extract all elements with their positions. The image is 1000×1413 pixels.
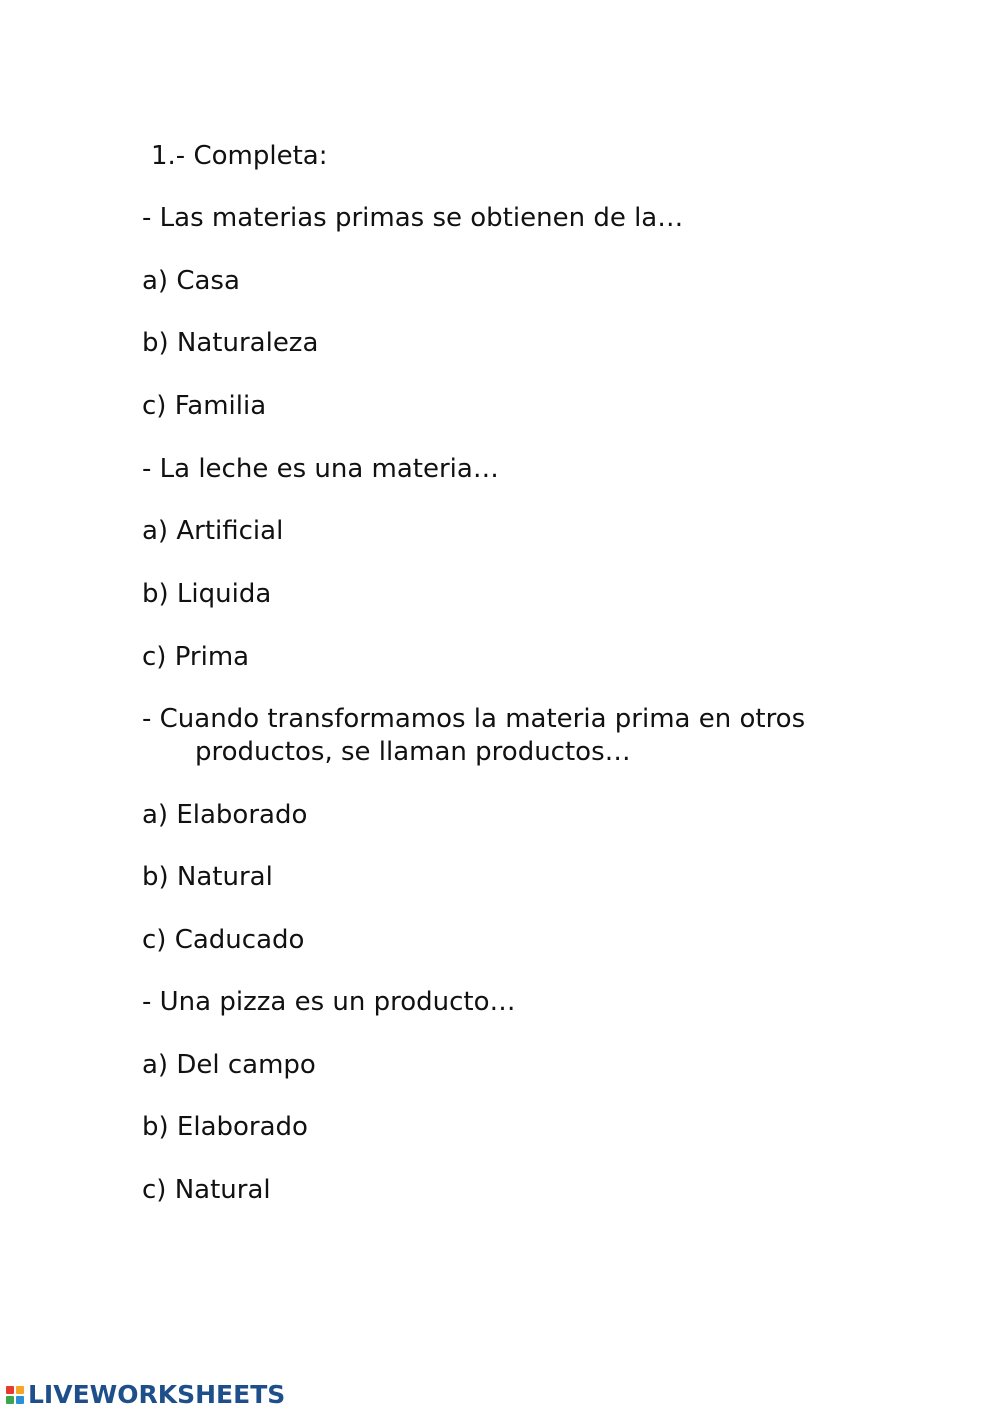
liveworksheets-logo xyxy=(6,1380,285,1410)
logo-blocks-icon xyxy=(6,1386,24,1404)
question-2-prompt: - La leche es una materia… xyxy=(142,454,499,484)
logo-block-blue xyxy=(16,1396,24,1404)
worksheet-title: 1.- Completa: xyxy=(151,141,328,171)
logo-text: LIVEWORKSHEETS xyxy=(28,1380,286,1409)
logo-block-green xyxy=(6,1396,14,1404)
question-1-option-b[interactable]: b) Naturaleza xyxy=(142,328,319,358)
question-2-option-a[interactable]: a) Artificial xyxy=(142,516,284,546)
question-1-option-a[interactable]: a) Casa xyxy=(142,266,240,296)
question-4-prompt: - Una pizza es un producto… xyxy=(142,987,516,1017)
question-4-option-b[interactable]: b) Elaborado xyxy=(142,1112,308,1142)
question-4-option-a[interactable]: a) Del campo xyxy=(142,1050,316,1080)
question-1-option-c[interactable]: c) Familia xyxy=(142,391,267,421)
question-2-option-b[interactable]: b) Liquida xyxy=(142,579,272,609)
question-3-prompt: - Cuando transformamos la materia prima en otros xyxy=(142,704,806,734)
question-3-option-a[interactable]: a) Elaborado xyxy=(142,800,308,830)
question-4-option-c[interactable]: c) Natural xyxy=(142,1175,271,1205)
question-3-prompt-continued: productos, se llaman productos… xyxy=(195,737,631,767)
question-3-option-c[interactable]: c) Caducado xyxy=(142,925,305,955)
question-3-option-b[interactable]: b) Natural xyxy=(142,862,273,892)
question-2-option-c[interactable]: c) Prima xyxy=(142,642,250,672)
question-1-prompt: - Las materias primas se obtienen de la… xyxy=(142,203,684,233)
logo-block-red xyxy=(6,1386,14,1394)
logo-block-orange xyxy=(16,1386,24,1394)
